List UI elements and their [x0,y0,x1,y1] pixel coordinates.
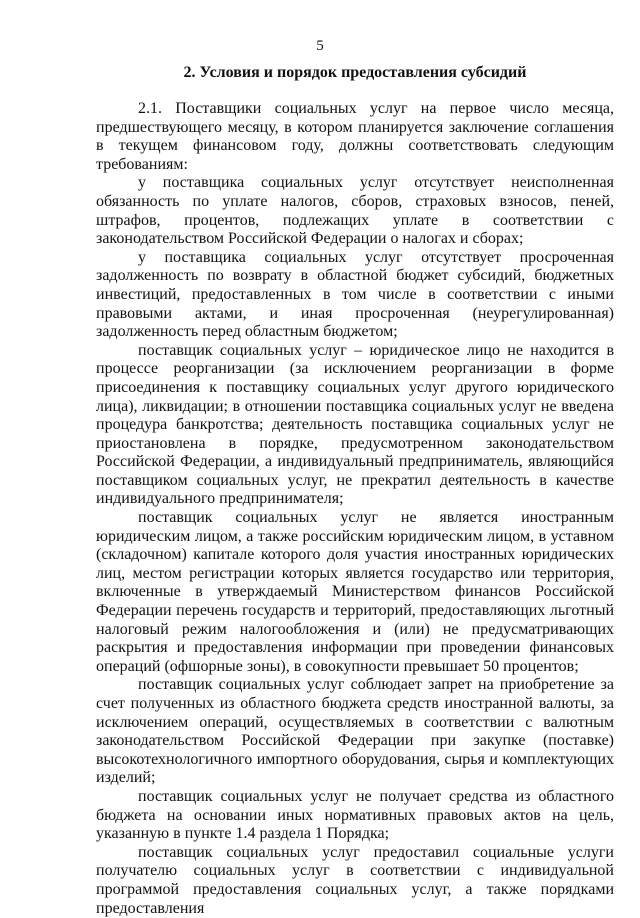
paragraph: поставщик социальных услуг не является иностранным юридическим лицом, а также российским юридическим лицом, в уставном (складочном) капитале которого доля участия иностранных юридических лиц, местом регистрации которых является государство или территория, включенные в утверждаемый Министерством финансов Российской Федерации перечень государств и территорий, предоставляющих льготный налоговый режим налогообложения и (или) не предусматривающих раскрытия и предоставления информации при проведении финансовых операций (офшорные зоны), в совокупности превышает 50 процентов; [96,509,614,675]
document-body [96,100,614,918]
page-number: 5 [316,38,324,54]
paragraph: поставщик социальных услуг не получает средства из областного бюджета на основании иных нормативных правовых актов на цель, указанную в пункте 1.4 раздела 1 Порядка; [96,787,614,843]
paragraph: поставщик социальных услуг соблюдает запрет на приобретение за счет полученных из областного бюджета средств иностранной валюты, за исключением операций, осуществляемых в соответствии с валютным законодательством Российской Федерации при закупке (поставке) высокотехнологичного импортного оборудования, сырья и комплектующих изделий; [96,676,614,787]
paragraph: поставщик социальных услуг – юридическое лицо не находится в процессе реорганизации (за исключением реорганизации в форме присоединения к поставщику социальных услуг другого юридического лица), ликвидации; в отношении поставщика социальных услуг не введена процедура банкротства; деятельность поставщика социальных услуг не приостановлена в порядке, предусмотренном законодательством Российской Федерации, а индивидуальный предприниматель, являющийся поставщиком социальных услуг, не прекратил деятельность в качестве индивидуального предпринимателя; [96,341,614,508]
paragraph: 2.1. Поставщики социальных услуг на первое число месяца, предшествующего месяцу, в котором планируется заключение соглашения в текущем финансовом году, должны соответствовать следующим требованиям: [96,100,614,173]
paragraph: у поставщика социальных услуг отсутствует просроченная задолженность по возврату в областной бюджет субсидий, бюджетных инвестиций, предоставленных в том числе в соответствии с иными правовыми актами, и иная просроченная (неурегулированная) задолженность перед областным бюджетом; [96,248,614,341]
section-title: 2. Условия и порядок предоставления субсидий [183,64,527,81]
paragraph: поставщик социальных услуг предоставил социальные услуги получателю социальных услуг в соответствии с индивидуальной программой предоставления социальных услуг, а также порядками предоставления [96,843,614,917]
paragraph: у поставщика социальных услуг отсутствует неисполненная обязанность по уплате налогов, сборов, страховых взносов, пеней, штрафов, процентов, подлежащих уплате в соответствии с законодательством Российской Федерации о налогах и сборах; [96,174,614,248]
